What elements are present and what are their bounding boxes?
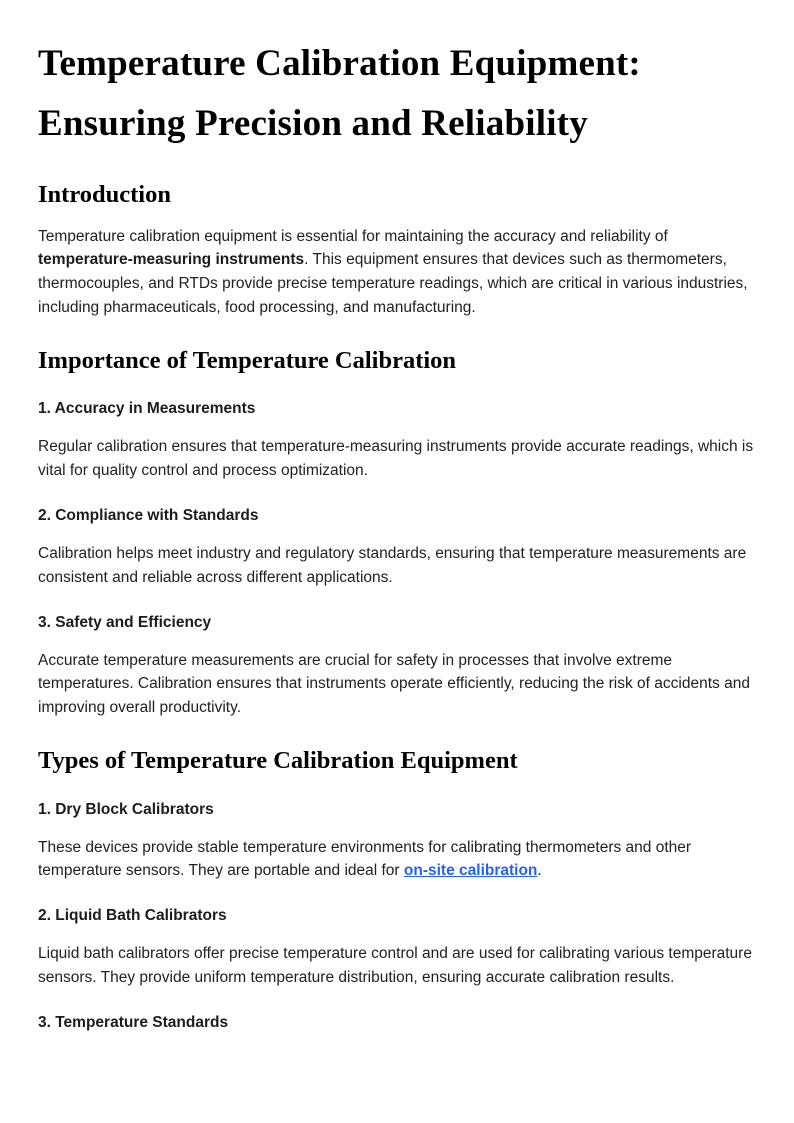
paragraph-safety-and-efficiency: Accurate temperature measurements are crucial for safety in processes that involve extreme temperatures. Calibration ensures that instruments operate efficiently, reducing the risk of accidents and improving overall productivity. — [38, 651, 750, 717]
paragraph-accuracy-in-measurements: Regular calibration ensures that temperature-measuring instruments provide accurate readings, which is vital for quality control and process optimization. — [38, 438, 754, 480]
document-title-line-2: Ensuring Precision and Reliability — [38, 103, 588, 144]
subheading-temperature-standards: 3. Temperature Standards — [38, 1013, 229, 1031]
subheading-compliance-with-standards: 2. Compliance with Standards — [38, 507, 259, 525]
on-site-calibration-link[interactable]: on-site calibration — [403, 862, 538, 880]
intro-paragraph-bold-text: temperature-measuring instruments — [38, 251, 305, 269]
paragraph-dry-block-calibrators — [38, 836, 756, 884]
intro-paragraph-text-continued: . This equipment ensures that devices such as thermometers, thermocouples, and RTDs provide precise temperature readings, which are critical in various industries, including pharmaceuticals, food processing, and manufacturing. — [38, 251, 748, 317]
subheading-liquid-bath-calibrators: 2. Liquid Bath Calibrators — [38, 907, 227, 925]
dry-block-paragraph-text: These devices provide stable temperature environments for calibrating thermometers and other temperature sensors. They are portable and ideal for — [38, 838, 692, 880]
section-heading-types: Types of Temperature Calibration Equipment — [38, 747, 518, 775]
dry-block-paragraph-text-continued: . — [537, 862, 542, 880]
intro-paragraph — [38, 225, 756, 320]
subheading-dry-block-calibrators: 1. Dry Block Calibrators — [38, 800, 214, 818]
section-heading-importance: Importance of Temperature Calibration — [38, 346, 457, 374]
document-title — [38, 34, 756, 154]
subheading-safety-and-efficiency: 3. Safety and Efficiency — [38, 613, 212, 631]
paragraph-liquid-bath-calibrators: Liquid bath calibrators offer precise temperature control and are used for calibrating various temperature sensors. They provide uniform temperature distribution, ensuring accurate calibration results. — [38, 945, 752, 987]
subheading-accuracy-in-measurements: 1. Accuracy in Measurements — [38, 400, 256, 418]
paragraph-compliance-with-standards: Calibration helps meet industry and regulatory standards, ensuring that temperature measurements are consistent and reliable across different applications. — [38, 545, 747, 586]
document-title-line-1: Temperature Calibration Equipment: — [38, 43, 641, 84]
section-heading-introduction: Introduction — [38, 181, 171, 208]
intro-paragraph-text: Temperature calibration equipment is essential for maintaining the accuracy and reliability of — [38, 227, 668, 245]
